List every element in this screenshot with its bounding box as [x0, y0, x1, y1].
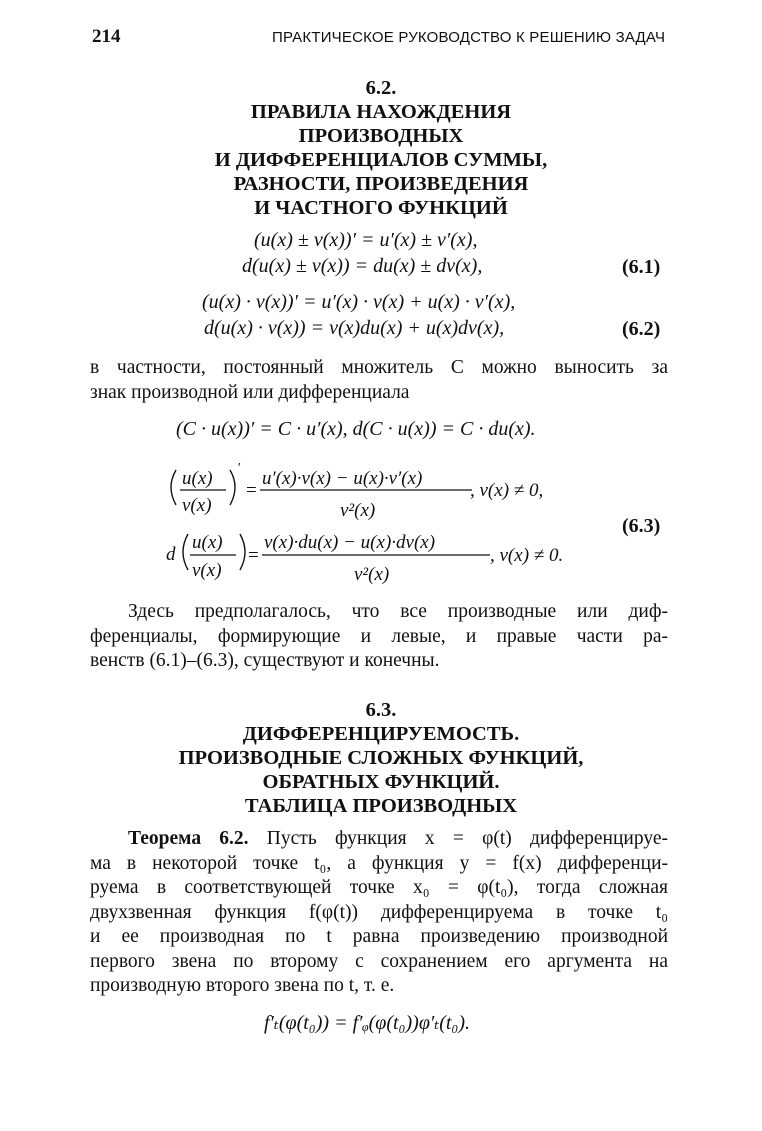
formula-constant: (C · u(x))′ = C · u′(x), d(C · u(x)) = C · du(x).	[176, 418, 536, 440]
q1-lhs-denominator: v(x)	[182, 495, 212, 516]
section-title-line: ТАБЛИЦА ПРОИЗВОДНЫХ	[244, 795, 518, 817]
q2-equals: =	[248, 545, 259, 566]
q2-numerator: v(x)·du(x) − u(x)·dv(x)	[264, 532, 436, 553]
theorem-label: Теорема 6.2.	[128, 828, 249, 849]
text-line: ма в некоторой точке t₀, а функция y = f(x) дифференци-	[90, 852, 668, 874]
q1-denominator: v²(x)	[340, 500, 376, 521]
formula-6-1a: (u(x) ± v(x))′ = u′(x) ± v′(x),	[254, 229, 478, 251]
q1-condition: , v(x) ≠ 0,	[470, 480, 544, 501]
formula-6-2a: (u(x) · v(x))′ = u′(x) · v(x) + u(x) · v′(x),	[202, 291, 516, 313]
text-line	[90, 827, 668, 852]
theorem-text: Пусть функция x = φ(t) дифференцируе-	[248, 828, 668, 849]
text-line: в частности, постоянный множитель C можно выносить за	[90, 357, 668, 378]
text-line: венств (6.1)–(6.3), существуют и конечны.	[90, 650, 440, 671]
section-number: 6.3.	[365, 699, 397, 721]
paragraph-assumption	[90, 600, 668, 674]
equation-number-6-1: (6.1)	[622, 256, 661, 278]
text-line: руема в соответствующей точке x₀ = φ(t₀), тогда сложная	[90, 877, 668, 898]
section-title-line: И ДИФФЕРЕНЦИАЛОВ СУММЫ,	[214, 149, 548, 171]
equation-number-6-2: (6.2)	[622, 318, 661, 340]
paragraph-constant-factor	[90, 356, 668, 405]
section-title-line: И ЧАСТНОГО ФУНКЦИЙ	[254, 197, 508, 219]
section-number: 6.2.	[365, 77, 397, 99]
q1-lhs-numerator: u(x)	[182, 468, 213, 489]
text-line: двухзвенная функция f(φ(t)) дифференцируема в точке t₀	[90, 901, 668, 923]
section-heading-6-2	[0, 76, 762, 220]
formula-6-2b: d(u(x) · v(x)) = v(x)du(x) + u(x)dv(x),	[204, 317, 505, 339]
section-title-line: ПРОИЗВОДНЫЕ СЛОЖНЫХ ФУНКЦИЙ,	[178, 747, 584, 769]
section-title-line: ОБРАТНЫХ ФУНКЦИЙ.	[262, 771, 500, 793]
section-title-line: ПРАВИЛА НАХОЖДЕНИЯ	[250, 101, 512, 123]
section-title-line: ПРОИЗВОДНЫХ	[298, 125, 464, 147]
text-line: Здесь предполагалось, что все производные или диф-	[128, 601, 668, 622]
q2-condition: , v(x) ≠ 0.	[490, 545, 564, 566]
q1-equals: =	[246, 480, 257, 501]
text-line: производную второго звена по t, т. е.	[90, 975, 395, 996]
theorem-6-2	[90, 827, 668, 999]
formula-6-3	[160, 460, 660, 592]
section-title-line: ДИФФЕРЕНЦИРУЕМОСТЬ.	[242, 723, 520, 745]
q2-differential: d	[166, 544, 176, 565]
q2-denominator: v²(x)	[354, 564, 390, 585]
formula-chain-rule: f′ₜ(φ(t₀)) = f′ᵩ(φ(t₀))φ′ₜ(t₀).	[264, 1012, 471, 1034]
text-line: ференциалы, формирующие и левые, и правые части ра-	[90, 625, 668, 647]
section-heading-6-3	[0, 698, 762, 818]
q2-lhs-denominator: v(x)	[192, 560, 222, 581]
formula-6-1b: d(u(x) ± v(x)) = du(x) ± dv(x),	[242, 255, 483, 277]
running-head: ПРАКТИЧЕСКОЕ РУКОВОДСТВО К РЕШЕНИЮ ЗАДАЧ	[272, 29, 666, 46]
text-line: первого звена по второму с сохранением его аргумента на	[90, 950, 668, 972]
section-title-line: РАЗНОСТИ, ПРОИЗВЕДЕНИЯ	[233, 173, 529, 195]
page-number: 214	[92, 26, 121, 47]
q2-lhs-numerator: u(x)	[192, 532, 223, 553]
text-line: и ее производная по t равна произведению производной	[90, 926, 668, 947]
equation-number-6-3: (6.3)	[622, 515, 660, 537]
q1-numerator: u′(x)·v(x) − u(x)·v′(x)	[262, 468, 423, 489]
text-line: знак производной или дифференциала	[90, 381, 410, 403]
q1-prime: ′	[237, 461, 241, 476]
